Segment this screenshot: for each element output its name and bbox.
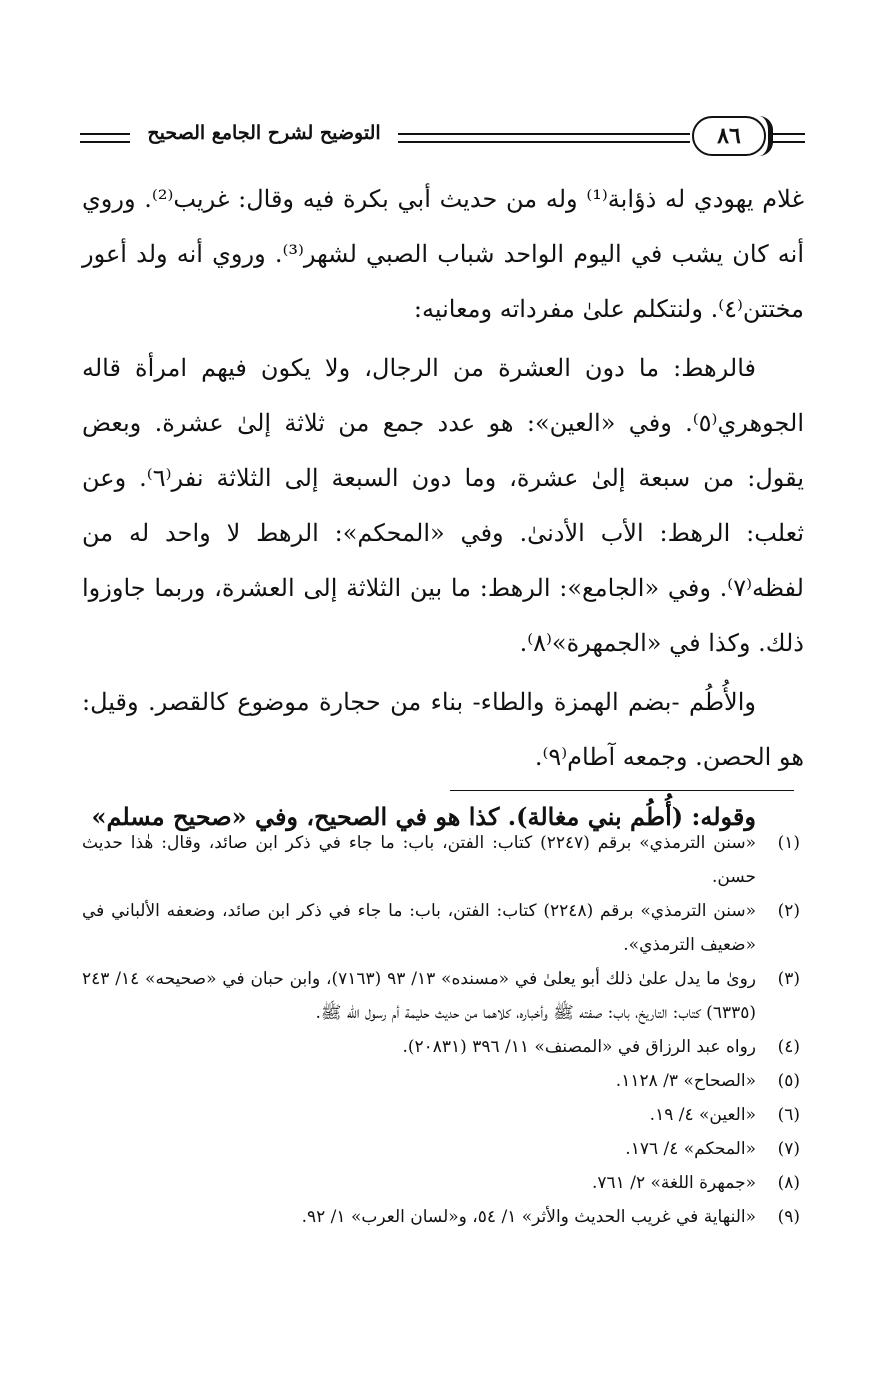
footnote bbox=[82, 1098, 800, 1132]
footnote-number: (٥) bbox=[777, 1071, 800, 1091]
footnote-number: (٨) bbox=[777, 1173, 800, 1193]
paragraph: وقوله: (أُطُم بني مغالة). كذا هو في الصحيح، وفي «صحيح مسلم» bbox=[91, 802, 756, 831]
footnote bbox=[82, 826, 800, 894]
footnote bbox=[82, 1030, 800, 1064]
footnote-number: (١) bbox=[777, 833, 800, 853]
footnote-text: رویٰ ما يدل علىٰ ذلك أبو يعلىٰ في «مسنده» ١٣/ ٩٣ (٧١٦٣)، وابن حبان في «صحيحه» ١٤/ ٢٤٣ (٦٣٣٥) كتاب: التاريخ، باب: صفته ﷺ وأخباره، كلاهما من حديث حليمة أم رسول الله ﷺ. bbox=[82, 969, 756, 1023]
footnote-text: «العين» ٤/ ١٩. bbox=[649, 1105, 756, 1125]
footnote bbox=[82, 962, 800, 1030]
header-rule-right bbox=[770, 133, 805, 143]
footnote bbox=[82, 1200, 800, 1234]
footnote-text: «الصحاح» ٣/ ١١٢٨. bbox=[615, 1071, 756, 1091]
main-text bbox=[82, 172, 804, 848]
footnote-number: (٤) bbox=[777, 1037, 800, 1057]
running-header bbox=[80, 116, 805, 160]
footnote-number: (٩) bbox=[777, 1207, 800, 1227]
footnote-text: «سنن الترمذي» برقم (٢٢٤٨) كتاب: الفتن، باب: ما جاء في ذكر ابن صائد، وضعفه الألباني في «ضعيف الترمذي». bbox=[82, 901, 756, 955]
paragraph: فالرهط: ما دون العشرة من الرجال، ولا يكون فيهم امرأة قاله الجوهري⁽٥⁾. وفي «العين»: هو عدد جمع من ثلاثة إلىٰ عشرة. وبعض يقول: من سبعة إلىٰ عشرة، وما دون السبعة إلى الثلاثة نفر⁽٦⁾. وعن ثعلب: الرهط: الأب الأدنىٰ. وفي «المحكم»: الرهط لا واحد له من لفظه⁽٧⁾. وفي «الجامع»: الرهط: ما بين الثلاثة إلى العشرة، وربما جاوزوا ذلك. وكذا في «الجمهرة»⁽٨⁾. bbox=[82, 354, 805, 657]
footnote bbox=[82, 894, 800, 962]
header-title: التوضيح لشرح الجامع الصحيح bbox=[147, 122, 381, 144]
footnote-text: «سنن الترمذي» برقم (٢٢٤٧) كتاب: الفتن، باب: ما جاء في ذكر ابن صائد، وقال: هٰذا حديث حسن. bbox=[82, 833, 756, 887]
footnote-text: «النهاية في غريب الحديث والأثر» ١/ ٥٤، و«لسان العرب» ١/ ٩٢. bbox=[301, 1207, 756, 1227]
footnote-separator bbox=[450, 790, 794, 791]
footnote bbox=[82, 1132, 800, 1166]
header-rule-middle bbox=[398, 133, 690, 143]
paragraph: والأُطُم -بضم الهمزة والطاء- بناء من حجارة موضوع كالقصر. وقيل: هو الحصن. وجمعه آطام⁽٩⁾. bbox=[82, 688, 804, 771]
header-rule-left bbox=[80, 133, 130, 143]
footnote-text: «جمهرة اللغة» ٢/ ٧٦١. bbox=[591, 1173, 756, 1193]
footnote-text: رواه عبد الرزاق في «المصنف» ١١/ ٣٩٦ (٢٠٨٣١). bbox=[402, 1037, 756, 1057]
page-number: ٨٦ bbox=[692, 116, 766, 156]
footnote-number: (٢) bbox=[777, 901, 800, 921]
footnotes bbox=[82, 826, 800, 1234]
footnote-text: «المحكم» ٤/ ١٧٦. bbox=[625, 1139, 756, 1159]
footnote-number: (٧) bbox=[777, 1139, 800, 1159]
footnote bbox=[82, 1064, 800, 1098]
paragraph: غلام يهودي له ذؤابة⁽¹⁾ وله من حديث أبي بكرة فيه وقال: غريب⁽²⁾. وروي أنه كان يشب في اليوم الواحد شباب الصبي لشهر⁽³⁾. وروي أنه ولد أعور مختتن⁽٤⁾. ولنتكلم علىٰ مفرداته ومعانيه: bbox=[82, 185, 804, 323]
footnote-number: (٣) bbox=[777, 969, 800, 989]
footnote-number: (٦) bbox=[777, 1105, 800, 1125]
footnote bbox=[82, 1166, 800, 1200]
